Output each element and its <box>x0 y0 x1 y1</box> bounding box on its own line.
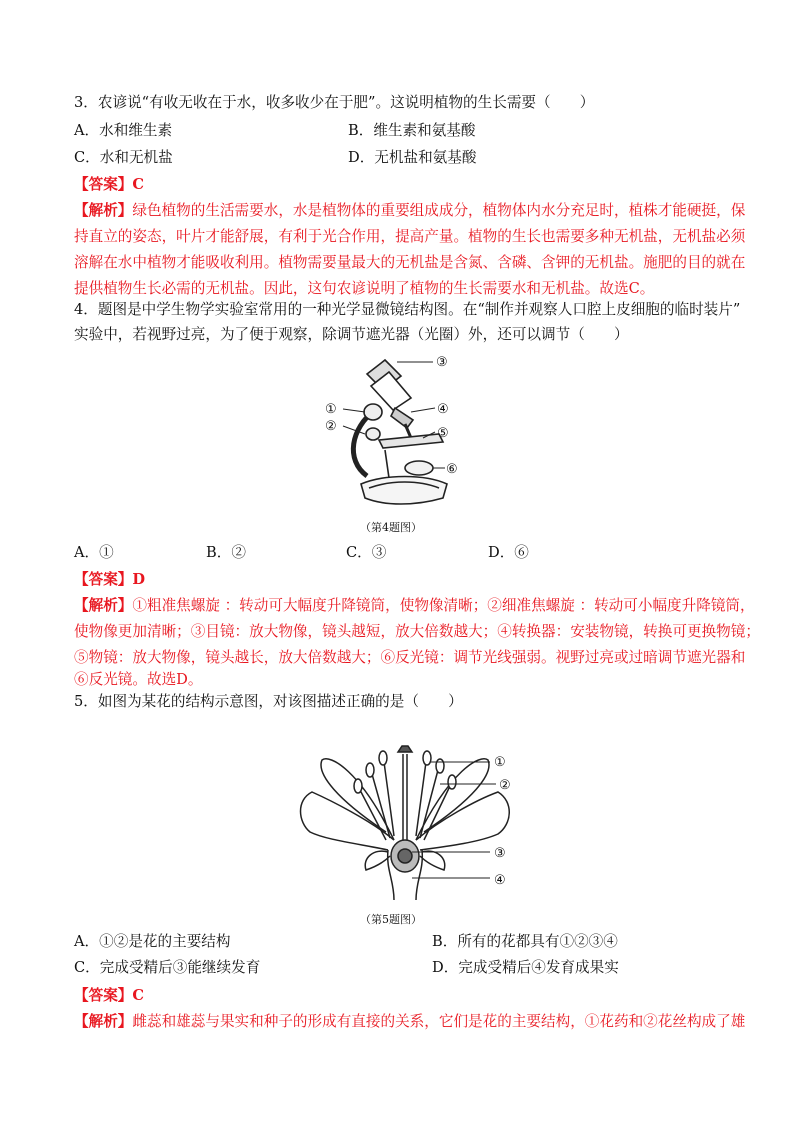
figure-label-3: ③ <box>436 355 448 370</box>
q3-analysis-line: 提供植物生长必需的无机盐。因此，这句农谚说明了植物的生长需要水和无机盐。故选C。 <box>74 280 655 297</box>
figure-label-2: ② <box>499 778 511 793</box>
q4-option-b: B．② <box>206 544 246 561</box>
q3-answer: 【答案】C <box>74 176 145 193</box>
figure-label-1: ① <box>325 402 337 417</box>
q5-stem: 5．如图为某花的结构示意图，对该图描述正确的是（ ） <box>74 693 463 710</box>
q5-analysis-line: 【解析】雌蕊和雄蕊与果实和种子的形成有直接的关系，它们是花的主要结构，①花药和②花丝构成了雄 <box>74 1013 746 1030</box>
figure-caption: （第5题图） <box>360 913 422 926</box>
q4-option-d: D．⑥ <box>488 544 529 561</box>
figure-label-4: ④ <box>494 873 506 888</box>
figure-label-4: ④ <box>437 402 449 417</box>
q3-stem: 3．农谚说“有收无收在于水，收多收少在于肥”。这说明植物的生长需要（ ） <box>74 94 595 111</box>
q3-analysis-line: 溶解在水中植物才能吸收利用。植物需要量最大的无机盐是含氮、含磷、含钾的无机盐。施肥的目的就在 <box>74 254 746 271</box>
figure-label-3: ③ <box>494 846 506 861</box>
q5-option-c: C．完成受精后③能继续发育 <box>74 959 261 976</box>
figure-label-2: ② <box>325 419 337 434</box>
q4-stem-line: 4．题图是中学生物学实验室常用的一种光学显微镜结构图。在“制作并观察人口腔上皮细胞的临时装片” <box>74 301 741 318</box>
q3-option-b: B．维生素和氨基酸 <box>348 122 476 139</box>
q3-analysis-line: 【解析】绿色植物的生活需要水，水是植物体的重要组成成分，植物体内水分充足时，植株才能硬挺，保 <box>74 202 746 219</box>
q3-option-c: C．水和无机盐 <box>74 149 173 166</box>
q4-analysis-line: ⑤物镜：放大物像，镜头越长，放大倍数越大；⑥反光镜：调节光线强弱。视野过亮或过暗调节遮光器和 <box>74 649 746 666</box>
figure-label-5: ⑤ <box>437 426 449 441</box>
figure-caption: （第4题图） <box>360 521 422 534</box>
q5-option-a: A．①②是花的主要结构 <box>74 933 231 950</box>
flower-figure <box>290 740 520 905</box>
q4-stem-line: 实验中，若视野过亮，为了便于观察，除调节遮光器（光圈）外，还可以调节（ ） <box>74 326 629 343</box>
figure-label-1: ① <box>494 755 506 770</box>
q5-answer: 【答案】C <box>74 987 145 1004</box>
q3-analysis-line: 持直立的姿态，叶片才能舒展，有利于光合作用，提高产量。植物的生长也需要多种无机盐，无机盐必须 <box>74 228 746 245</box>
q4-analysis-line: 使物像更加清晰；③目镜：放大物像，镜头越短，放大倍数越大；④转换器：安装物镜，转换可更换物镜； <box>74 623 760 640</box>
q4-answer: 【答案】D <box>74 571 146 588</box>
q3-option-a: A．水和维生素 <box>74 122 173 139</box>
q4-option-c: C．③ <box>346 544 387 561</box>
q4-analysis-line: ⑥反光镜。故选D。 <box>74 671 203 688</box>
figure-label-6: ⑥ <box>446 462 458 477</box>
q3-option-d: D．无机盐和氨基酸 <box>348 149 477 166</box>
microscope-figure <box>315 350 475 512</box>
q4-analysis-line: 【解析】①粗准焦螺旋 ：转动可大幅度升降镜筒，使物像清晰；②细准焦螺旋 ：转动可小幅度升降镜筒， <box>74 597 755 614</box>
q5-option-d: D．完成受精后④发育成果实 <box>432 959 619 976</box>
q4-option-a: A．① <box>74 544 114 561</box>
q5-option-b: B．所有的花都具有①②③④ <box>432 933 618 950</box>
